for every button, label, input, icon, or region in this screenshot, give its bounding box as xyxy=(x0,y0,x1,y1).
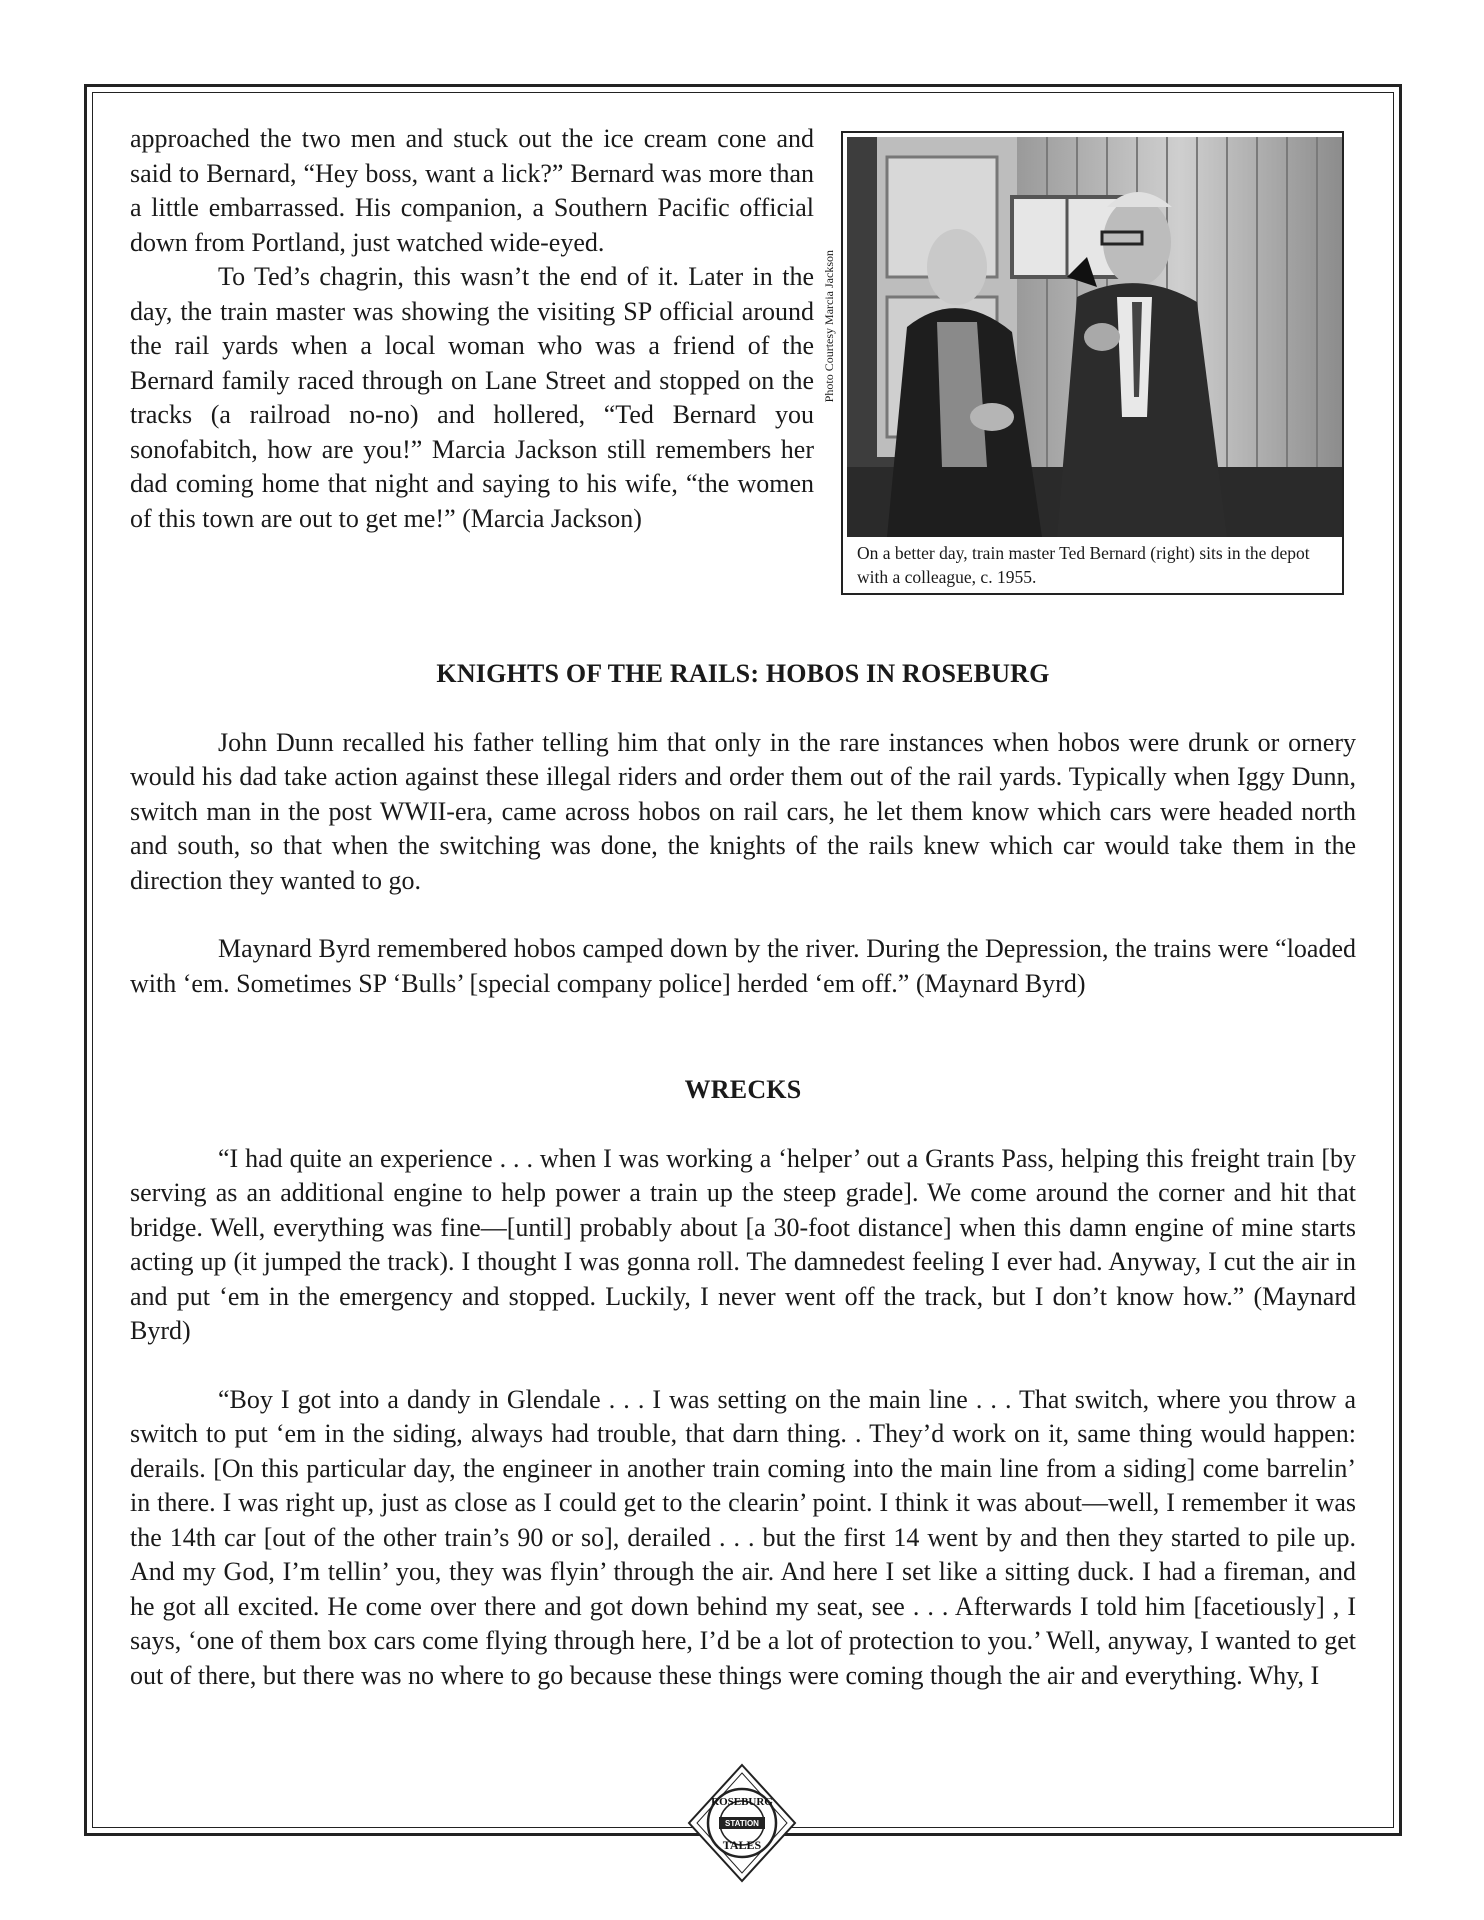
top-section xyxy=(130,122,1356,632)
photo-credit-text: Photo Courtesy Marcia Jackson xyxy=(822,250,836,403)
heading-hobos: KNIGHTS OF THE RAILS: HOBOS IN ROSEBURG xyxy=(436,659,1050,688)
wrecks-paragraph-2: “Boy I got into a dandy in Glendale . . . I was setting on the main line . . . That switch, where you throw a switch to put ‘em in the siding, always had trouble, that darn thing. . They’d work on it, same thing would happen: derails. [On this particular day, the engineer in another train coming into the main line from a siding] come barrelin’ in there. I was right up, just as close as I could get to the clearin’ point. I think it was about—well, I remember it was the 14th car [out of the other train’s 90 or so], derailed . . . but the first 14 went by and then they started to pile up. And my God, I’m tellin’ you, they was flyin’ through the air. And here I set like a sitting duck. I had a fireman, and he got all excited. He come over there and got down behind my seat, see . . . Afterwards I told him [facetiously] , I says, ‘one of them box cars come flying through here, I’d be a lot of protection to you.’ Well, anyway, I wanted to get out of there, but there was no where to go because these things were coming though the air and everything. Why, I xyxy=(130,1384,1356,1690)
hobos-paragraph-2: Maynard Byrd remembered hobos camped down by the river. During the Depression, the trains were “loaded with ‘em. Sometimes SP ‘Bulls’ [special company police] herded ‘em off.” (Maynard Byrd) xyxy=(130,934,1356,998)
hobos-paragraph-1: John Dunn recalled his father telling him that only in the rare instances when hobos were drunk or ornery would his dad take action against these illegal riders and order them out of the rail yards. Typically when Iggy Dunn, switch man in the post WWII-era, came across hobos on rail cars, he let them know which cars were headed north and south, so that when the switching was done, the knights of the rails knew which car would take them in the direction they wanted to go. xyxy=(130,727,1356,895)
photo-credit xyxy=(822,250,836,430)
logo-top-text: ROSEBURG xyxy=(711,1796,773,1808)
historic-photo xyxy=(847,137,1342,537)
heading-wrecks: WRECKS xyxy=(684,1075,802,1104)
photo-caption: On a better day, train master Ted Bernard (right) sits in the depot with a colleague, c. 1955. xyxy=(857,543,1310,587)
logo-bottom-text: TALES xyxy=(722,1838,762,1852)
left-paragraph-1: approached the two men and stuck out the ice cream cone and said to Bernard, “Hey boss, want a lick?” Bernard was more than a little embarrassed. His companion, a Southern Pacific official down from Portland, just watched wide-eyed. xyxy=(130,124,814,257)
left-column xyxy=(130,122,814,536)
page-content xyxy=(130,122,1356,1693)
left-paragraph-2: To Ted’s chagrin, this wasn’t the end of it. Later in the day, the train master was showing the visiting SP official around the rail yards when a local woman who was a friend of the Bernard family raced through on Lane Street and stopped on the tracks (a railroad no-no) and hollered, “Ted Bernard you sonofabitch, how are you!” Marcia Jackson still remembers her dad coming home that night and saying to his wife, “the women of this town are out to get me!” (Marcia Jackson) xyxy=(130,262,814,533)
photo-figure xyxy=(841,131,1344,595)
logo-middle-text: STATION xyxy=(725,1819,759,1828)
roseburg-station-tales-logo xyxy=(687,1763,797,1883)
wrecks-paragraph-1: “I had quite an experience . . . when I was working a ‘helper’ out a Grants Pass, helping this freight train [by serving as an additional engine to help power a train up the steep grade]. We come around the corner and hit that bridge. Well, everything was fine—[until] probably about [a 30-foot distance] when this damn engine of mine starts acting up (it jumped the track). I thought I was gonna roll. The damnedest feeling I ever had. Anyway, I cut the air in and put ‘em in the emergency and stopped. Luckily, I never went off the track, but I don’t know how.” (Maynard Byrd) xyxy=(130,1143,1356,1345)
